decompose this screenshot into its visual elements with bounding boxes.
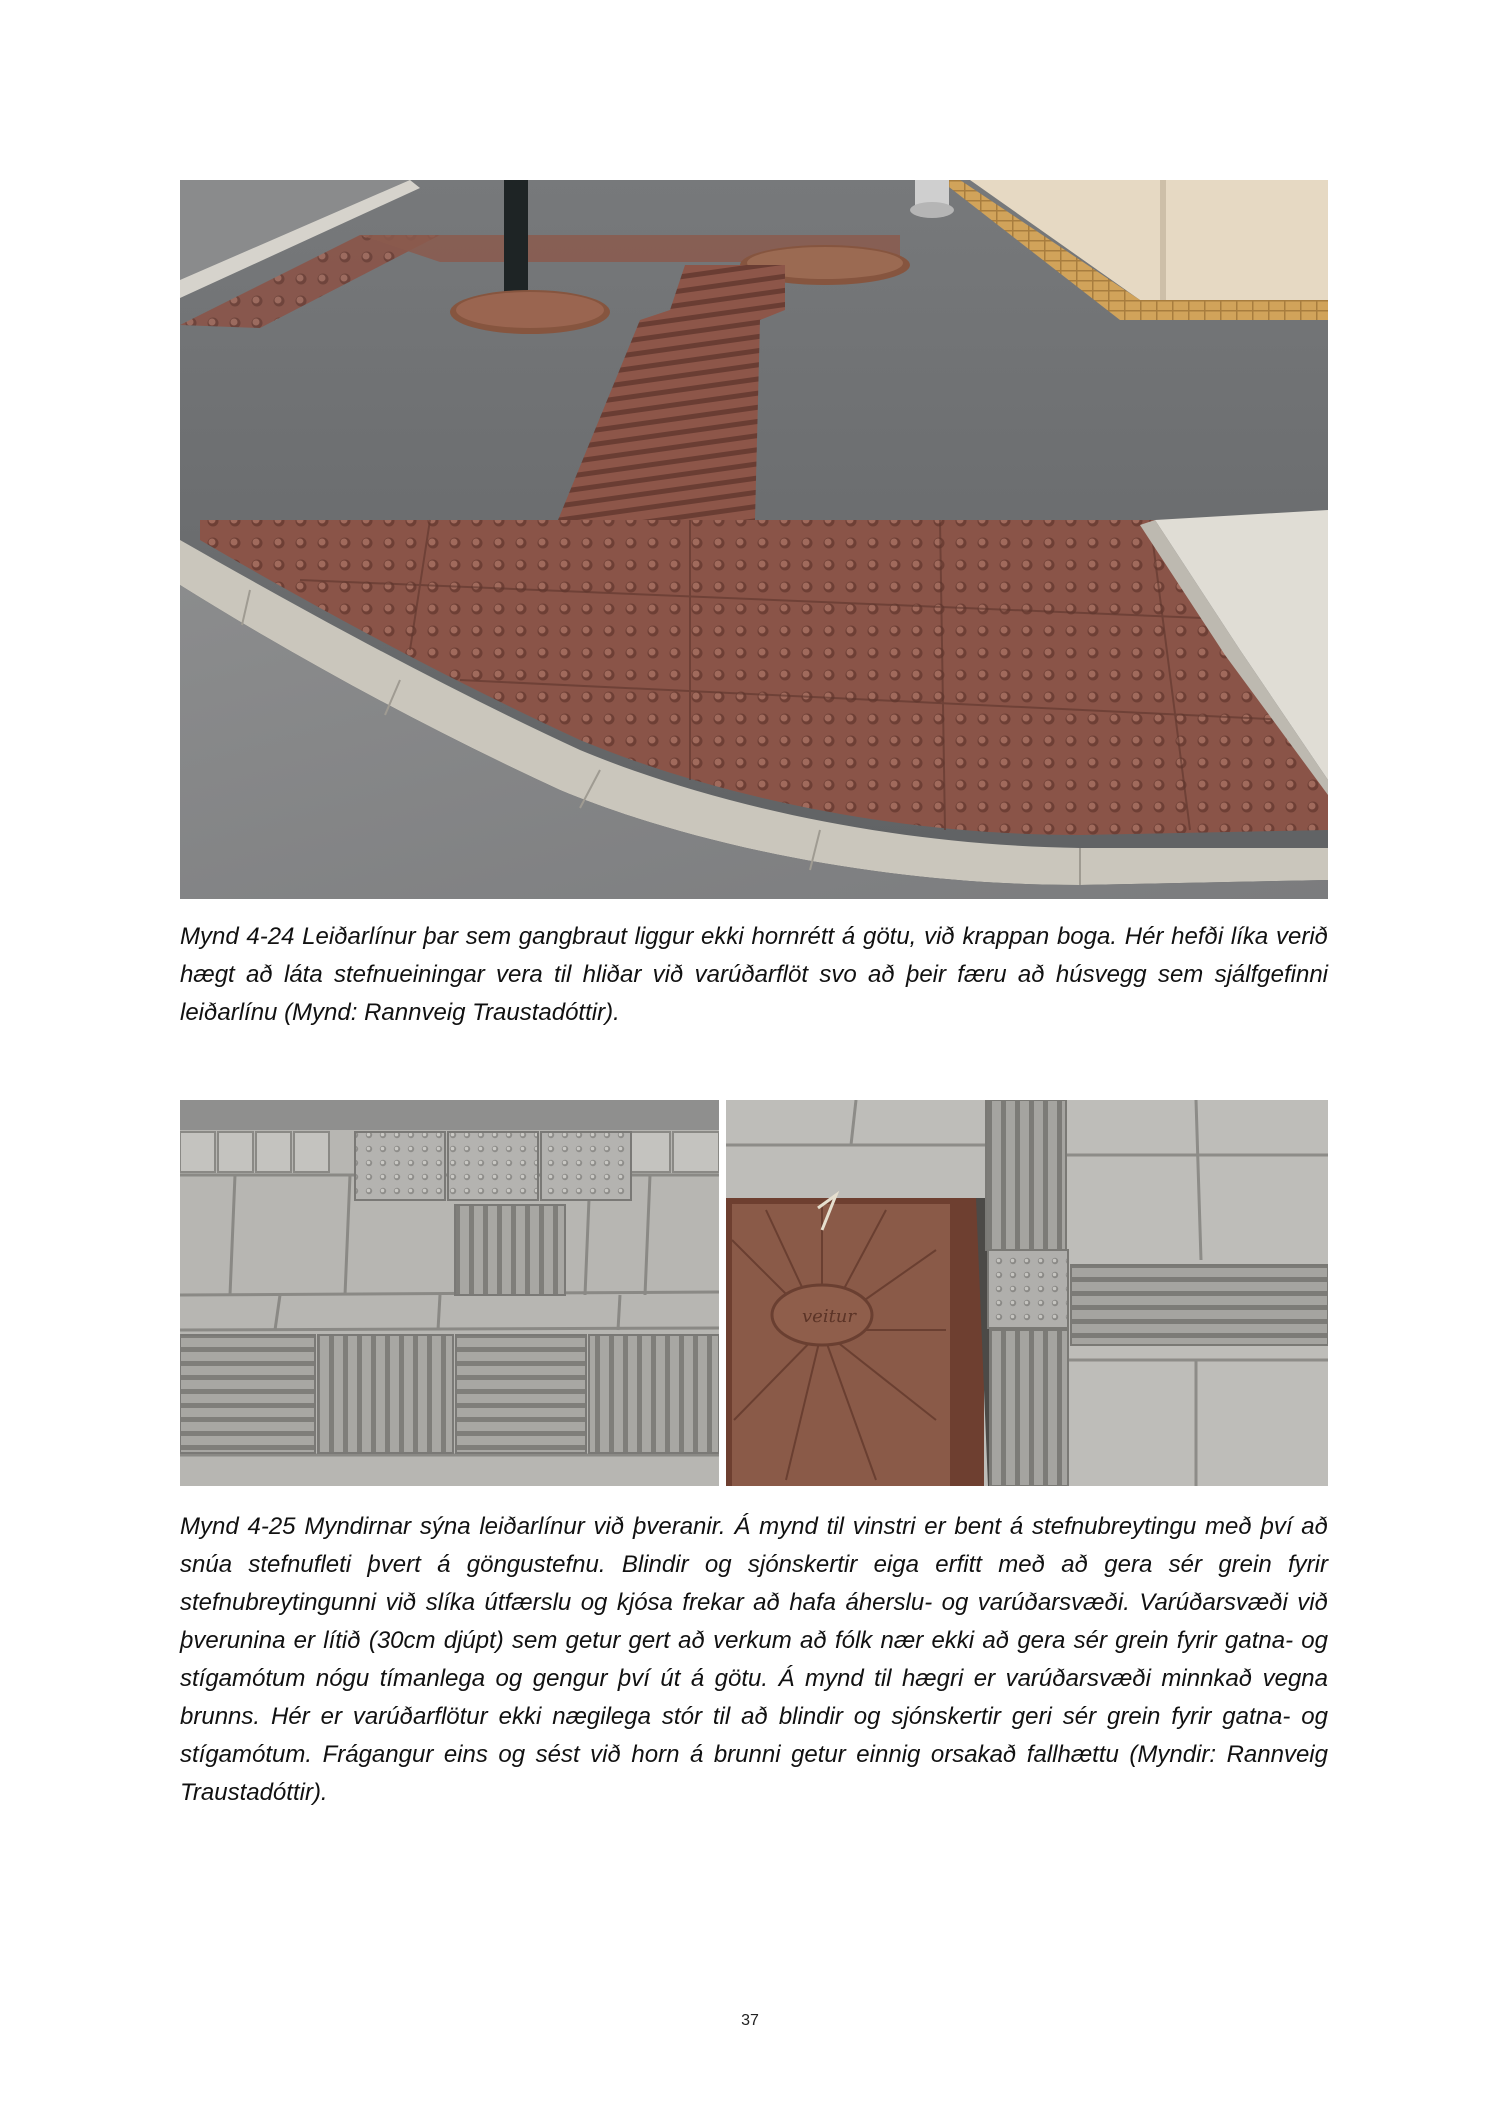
page-number: 37 [741, 2012, 759, 2029]
figure-4-25-right-photo [726, 1100, 1328, 1486]
figure-4-24-caption: Mynd 4-24 Leiðarlínur þar sem gangbraut liggur ekki hornrétt á götu, við krappan boga. Hér hefði líka verið hægt að láta stefnueiningar vera til hliðar við varúðarflöt svo að þeir færu að húsvegg sem sjálfgefinni leiðarlínu (Mynd: Rannveig Traustadóttir). [180, 923, 1328, 1026]
figure-4-25-left-photo [180, 1100, 719, 1486]
figure-4-25-caption: Mynd 4-25 Myndirnar sýna leiðarlínur við þveranir. Á mynd til vinstri er bent á stefnubreytingu með því að snúa stefnufleti þvert á göngustefnu. Blindir og sjónskertir eiga erfitt með að gera sér grein fyrir stefnubreytingunni við slíka útfærslu og kjósa frekar að hafa áherslu- og varúðarsvæði. Varúðarsvæði við þverunina er lítið (30cm djúpt) sem getur gert að verkum að fólk nær ekki að gera sér grein fyrir gatna- og stígamótum nógu tímanlega og gengur því út á götu. Á mynd til hægri er varúðarsvæði minnkað vegna brunns. Hér er varúðarflötur ekki nægilega stór til að blindir og sjónskertir geri sér grein fyrir gatna- og stígamótum. Frágangur eins og sést við horn á brunni getur einnig orsakað fallhættu (Myndir: Rannveig Traustadóttir). [180, 1513, 1328, 1806]
figure-4-25-right-illustration [726, 1100, 1328, 1486]
figure-4-25-left-illustration [180, 1100, 719, 1486]
manhole-logo: veitur [802, 1306, 857, 1327]
figure-4-24-illustration [180, 180, 1328, 899]
figure-4-24-photo [180, 180, 1328, 899]
